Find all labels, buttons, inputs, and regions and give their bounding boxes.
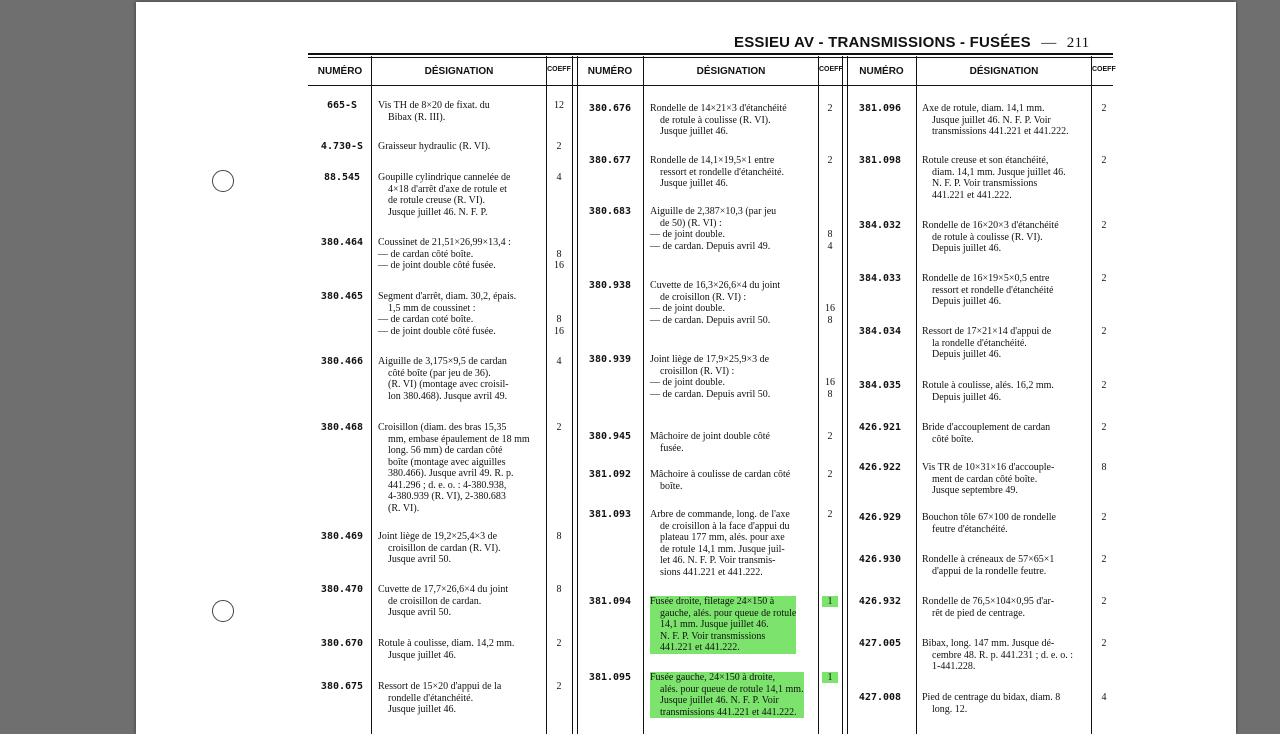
designation-line: ressort et rondelle d'étanchéité. <box>660 166 784 178</box>
part-designation <box>378 584 508 619</box>
designation-line: Jusque juillet 46. N. F. P. Voir <box>650 695 804 707</box>
designation-line: Bouchon tôle 67×100 de rondelle <box>922 512 1056 523</box>
coefficient: 2 <box>1101 326 1107 337</box>
part-designation <box>650 354 770 400</box>
designation-line: long. 12. <box>932 703 968 715</box>
coefficient: 2 <box>1101 554 1107 565</box>
designation-line: Rondelle à créneaux de 57×65×1 <box>922 554 1055 565</box>
part-designation <box>922 638 1073 673</box>
coefficient: 2 <box>827 155 833 166</box>
designation-line: de rotule à coulisse (R. VI). <box>660 114 771 126</box>
part-designation <box>378 100 490 123</box>
part-designation <box>650 509 790 578</box>
designation-line: fusée. <box>660 442 684 454</box>
part-number: 381.092 <box>588 469 632 480</box>
designation-line: transmissions 441.221 et 441.222. <box>932 126 1069 137</box>
designation-line: Depuis juillet 46. <box>932 296 1002 307</box>
designation-line: 441.296 ; d. e. o. : 4-380.938, <box>388 479 507 491</box>
coefficient: 4 <box>556 172 562 183</box>
part-designation <box>650 431 770 454</box>
part-number: 381.093 <box>588 509 632 520</box>
designation-line: Depuis juillet 46. <box>932 349 1002 360</box>
designation-line: Rotule à coulisse, diam. 14,2 mm. <box>378 638 515 649</box>
designation-line: Arbre de commande, long. de l'axe <box>650 509 790 520</box>
designation-line: 4×18 d'arrêt d'axe de rotule et <box>388 183 507 195</box>
designation-line: boîte. <box>660 480 683 492</box>
coefficient: 2 <box>1101 103 1107 114</box>
designation-line: rondelle d'étanchéité. <box>388 692 474 704</box>
part-number: 380.466 <box>320 356 364 367</box>
designation-line: 14,1 mm. Jusque juillet 46. <box>650 619 796 631</box>
designation-line: Bibax, long. 147 mm. Jusque dé- <box>922 638 1055 649</box>
designation-line: côté boîte. <box>932 433 974 445</box>
designation-line: Fusée droite, filetage 24×150 à <box>650 596 796 608</box>
part-number: 665-S <box>326 100 358 111</box>
designation-line: transmissions 441.221 et 441.222. <box>650 707 804 719</box>
designation-line: Bride d'accouplement de cardan <box>922 422 1051 433</box>
part-designation <box>650 280 780 326</box>
part-designation <box>378 172 510 218</box>
designation-line: Rondelle de 14×21×3 d'étanchéité <box>650 103 787 114</box>
part-designation <box>378 638 514 661</box>
page-number: 211 <box>1066 35 1090 51</box>
part-number: 426.930 <box>858 554 902 565</box>
part-number: 380.683 <box>588 206 632 217</box>
part-designation <box>650 155 784 190</box>
part-designation <box>378 141 490 153</box>
document-page <box>136 2 1236 734</box>
part-number: 380.465 <box>320 291 364 302</box>
designation-line: — de cardan. Depuis avril 50. <box>650 388 771 400</box>
header-rule <box>308 85 1113 86</box>
page-header <box>734 34 1089 52</box>
part-number: 380.469 <box>320 531 364 542</box>
designation-line: Goupille cylindrique cannelée de <box>378 172 511 183</box>
part-designation <box>650 672 804 718</box>
designation-line: Jusque juillet 46. N. F. P. Voir <box>932 114 1051 126</box>
top-rule-thin <box>308 57 1113 58</box>
viewer-margin <box>1238 0 1280 734</box>
designation-line: Jusque juillet 46. <box>388 704 457 715</box>
designation-line: Vis TH de 8×20 de fixat. du <box>378 100 490 111</box>
col-header-numero: NUMÉRO <box>587 66 633 77</box>
coefficient: 12 <box>554 100 564 111</box>
designation-line: Axe de rotule, diam. 14,1 mm. <box>922 103 1045 114</box>
header-title: ESSIEU AV - TRANSMISSIONS - FUSÉES <box>734 34 1031 51</box>
coefficient: 2 <box>1101 155 1107 166</box>
designation-line: Jusque avril 50. <box>388 607 452 618</box>
designation-line: — de joint double. <box>650 303 725 314</box>
coefficient: 2 <box>827 431 833 442</box>
designation-line: — de joint double. <box>650 229 725 240</box>
col-header-coeff: COEFF <box>819 66 843 73</box>
coefficient: 16 <box>825 377 835 388</box>
designation-line: 441.221 et 441.222. <box>650 642 796 654</box>
designation-line: Jusque septembre 49. <box>932 485 1018 496</box>
designation-line: Rondelle de 16×19×5×0,5 entre <box>922 273 1050 284</box>
part-number: 426.922 <box>858 462 902 473</box>
designation-line: gauche, alés. pour queue de rotule <box>650 608 796 620</box>
part-designation <box>922 155 1066 201</box>
part-designation <box>922 596 1054 619</box>
designation-line: Aiguille de 2,387×10,3 (par jeu <box>650 206 777 217</box>
designation-line: alés. pour queue de rotule 14,1 mm. <box>650 684 804 696</box>
coefficient: 2 <box>1101 422 1107 433</box>
part-designation <box>922 692 1060 715</box>
part-designation <box>922 512 1056 535</box>
coefficient: 2 <box>556 638 562 649</box>
designation-line: Joint liège de 19,2×25,4×3 de <box>378 531 498 542</box>
designation-line: — de cardan côté boîte. <box>378 248 474 260</box>
part-designation <box>650 469 790 492</box>
designation-line: la rondelle d'étanchéité. <box>932 337 1027 349</box>
part-designation <box>922 554 1054 577</box>
part-number: 381.098 <box>858 155 902 166</box>
coefficient: 8 <box>827 229 833 240</box>
designation-line: — de joint double côté fusée. <box>378 325 496 337</box>
coefficient: 4 <box>827 240 833 252</box>
designation-line: d'appui de la rondelle feutre. <box>932 565 1047 577</box>
coefficient: 2 <box>1101 380 1107 391</box>
designation-line: 4-380.939 (R. VI), 2-380.683 <box>388 491 506 502</box>
designation-line: Vis TR de 10×31×16 d'accouple- <box>922 462 1055 473</box>
part-designation <box>922 326 1051 361</box>
designation-line: de rotule à coulisse (R. VI). <box>932 231 1043 243</box>
part-number: 384.032 <box>858 220 902 231</box>
part-number: 380.675 <box>320 681 364 692</box>
designation-line: long. 56 mm) de cardan côté <box>388 445 503 456</box>
part-designation <box>922 273 1053 308</box>
part-number: 380.677 <box>588 155 632 166</box>
coefficient: 8 <box>1101 462 1107 473</box>
designation-line: — de cardan coté boîte. <box>378 314 474 325</box>
designation-line: mm, embase épaulement de 18 mm <box>388 433 530 445</box>
designation-line: Rondelle de 76,5×104×0,95 d'ar- <box>922 596 1055 607</box>
designation-line: Fusée gauche, 24×150 à droite, <box>650 672 804 684</box>
designation-line: de croisillon de cardan. <box>388 595 482 607</box>
designation-line: de croisillon à la face d'appui du <box>660 520 790 532</box>
part-number: 380.464 <box>320 237 364 248</box>
coefficient: 2 <box>827 103 833 114</box>
designation-line: — de joint double côté fusée. <box>378 260 496 271</box>
punch-hole <box>212 600 234 622</box>
part-designation <box>922 220 1059 255</box>
part-number: 426.921 <box>858 422 902 433</box>
designation-line: Depuis juillet 46. <box>932 243 1002 254</box>
designation-line: — de joint double. <box>650 377 725 388</box>
designation-line: Joint liège de 17,9×25,9×3 de <box>650 354 770 365</box>
designation-line: Ressort de 17×21×14 d'appui de <box>922 326 1052 337</box>
designation-line: N. F. P. Voir transmissions <box>650 631 796 643</box>
part-number: 426.932 <box>858 596 902 607</box>
part-designation <box>378 681 501 716</box>
designation-line: Rotule creuse et son étanchéité, <box>922 155 1049 166</box>
coefficient: 2 <box>1101 638 1107 649</box>
part-number: 380.470 <box>320 584 364 595</box>
designation-line: côté boîte (par jeu de 36). <box>388 367 491 379</box>
designation-line: Rondelle de 16×20×3 d'étanchéité <box>922 220 1059 231</box>
coefficient: 4 <box>556 356 562 367</box>
part-number: 384.035 <box>858 380 902 391</box>
coefficient: 2 <box>556 681 562 692</box>
coefficient: 2 <box>1101 596 1107 607</box>
top-rule <box>308 53 1113 55</box>
designation-line: (R. VI) (montage avec croisil- <box>388 379 509 390</box>
designation-line: croisillon de cardan (R. VI). <box>388 542 501 554</box>
designation-line: cembre 48. R. p. 441.231 ; d. e. o. : <box>932 649 1074 661</box>
part-designation <box>378 531 501 566</box>
coefficient: 16 <box>825 303 835 314</box>
part-number: 381.095 <box>588 672 632 683</box>
coefficient: 8 <box>556 314 562 325</box>
designation-line: rêt de pied de centrage. <box>932 607 1026 619</box>
part-designation <box>650 596 796 654</box>
designation-line: plateau 177 mm, alés. pour axe <box>660 532 785 543</box>
designation-line: Jusque juillet 46. <box>388 649 457 661</box>
designation-line: 380.466). Jusque avril 49. R. p. <box>388 468 514 479</box>
part-designation <box>922 422 1050 445</box>
part-number: 380.938 <box>588 280 632 291</box>
designation-line: feutre d'étanchéité. <box>932 523 1008 535</box>
coefficient: 2 <box>556 422 562 433</box>
designation-line: 1-441.228. <box>932 661 976 672</box>
designation-line: Jusque juillet 46. <box>660 126 729 137</box>
coefficient: 1 <box>822 672 838 683</box>
coefficient: 8 <box>556 248 562 260</box>
designation-line: Mâchoire de joint double côté <box>650 431 770 442</box>
part-designation <box>922 103 1069 138</box>
designation-line: N. F. P. Voir transmissions <box>932 178 1038 189</box>
designation-line: Jusque juillet 46. <box>660 178 729 189</box>
designation-line: — de cardan. Depuis avril 49. <box>650 240 771 252</box>
designation-line: (R. VI). <box>388 502 420 514</box>
designation-line: Mâchoire à coulisse de cardan côté <box>650 469 791 480</box>
coefficient: 2 <box>827 469 833 480</box>
header-dash: — <box>1041 35 1057 51</box>
designation-line: sions 441.221 et 441.222. <box>660 566 763 578</box>
designation-line: ment de cardan côté boîte. <box>932 473 1038 485</box>
designation-line: Ressort de 15×20 d'appui de la <box>378 681 502 692</box>
designation-line: croisillon (R. VI) : <box>660 365 735 377</box>
designation-line: Segment d'arrêt, diam. 30,2, épais. <box>378 291 517 302</box>
part-number: 380.945 <box>588 431 632 442</box>
part-designation <box>922 380 1054 403</box>
part-number: 426.929 <box>858 512 902 523</box>
coefficient: 2 <box>556 141 562 152</box>
coefficient: 16 <box>554 260 564 271</box>
designation-line: lon 380.468). Jusque avril 49. <box>388 390 508 402</box>
designation-line: boîte (montage avec aiguilles <box>388 456 506 468</box>
designation-line: Graisseur hydraulic (R. VI). <box>378 141 491 152</box>
designation-line: Cuvette de 17,7×26,6×4 du joint <box>378 584 509 595</box>
designation-line: de rotule 14,1 mm. Jusque juil- <box>660 543 785 555</box>
part-designation <box>378 237 511 272</box>
designation-line: Bibax (R. III). <box>388 111 446 123</box>
punch-hole <box>212 170 234 192</box>
col-header-designation: DÉSIGNATION <box>424 66 494 77</box>
designation-line: Croisillon (diam. des bras 15,35 <box>378 422 507 433</box>
designation-line: Pied de centrage du bidax, diam. 8 <box>922 692 1061 703</box>
part-number: 381.096 <box>858 103 902 114</box>
designation-line: Jusque juillet 46. N. F. P. <box>388 206 488 218</box>
part-designation <box>378 422 530 514</box>
designation-line: de 50) (R. VI) : <box>660 217 722 229</box>
coefficient: 4 <box>1101 692 1107 703</box>
designation-line: Depuis juillet 46. <box>932 391 1002 403</box>
coefficient: 2 <box>827 509 833 520</box>
designation-line: — de cardan. Depuis avril 50. <box>650 314 771 326</box>
coefficient: 8 <box>827 314 833 326</box>
coefficient: 1 <box>822 596 838 607</box>
part-number: 381.094 <box>588 596 632 607</box>
coefficient: 8 <box>827 388 833 400</box>
designation-line: diam. 14,1 mm. Jusque juillet 46. <box>932 166 1066 178</box>
col-header-designation: DÉSIGNATION <box>696 66 766 77</box>
designation-line: 1,5 mm de coussinet : <box>388 302 476 314</box>
part-number: 427.005 <box>858 638 902 649</box>
designation-line: de rotule creuse (R. VI). <box>388 195 486 206</box>
part-designation <box>650 103 787 138</box>
part-number: 88.545 <box>323 172 361 183</box>
part-number: 380.676 <box>588 103 632 114</box>
col-header-numero: NUMÉRO <box>317 66 363 77</box>
part-number: 380.939 <box>588 354 632 365</box>
designation-line: 441.221 et 441.222. <box>932 189 1012 201</box>
part-number: 380.670 <box>320 638 364 649</box>
part-designation <box>378 356 509 402</box>
coefficient: 2 <box>1101 512 1107 523</box>
part-designation <box>378 291 516 337</box>
part-number: 380.468 <box>320 422 364 433</box>
designation-line: Rondelle de 14,1×19,5×1 entre <box>650 155 775 166</box>
part-number: 4.730-S <box>320 141 364 152</box>
part-designation <box>922 462 1054 497</box>
designation-line: Coussinet de 21,51×26,99×13,4 : <box>378 237 511 248</box>
designation-line: Jusque avril 50. <box>388 554 452 565</box>
designation-line: Aiguille de 3,175×9,5 de cardan <box>378 356 507 367</box>
col-header-coeff: COEFF <box>547 66 571 73</box>
col-header-designation: DÉSIGNATION <box>969 66 1039 77</box>
part-designation <box>650 206 776 252</box>
part-number: 384.033 <box>858 273 902 284</box>
part-number: 427.008 <box>858 692 902 703</box>
designation-line: let 46. N. F. P. Voir transmis- <box>660 555 776 566</box>
coefficient: 2 <box>1101 273 1107 284</box>
designation-line: de croisillon (R. VI) : <box>660 291 747 303</box>
col-header-coeff: COEFF <box>1092 66 1116 73</box>
coefficient: 2 <box>1101 220 1107 231</box>
coefficient: 16 <box>554 325 564 337</box>
designation-line: Cuvette de 16,3×26,6×4 du joint <box>650 280 781 291</box>
part-number: 384.034 <box>858 326 902 337</box>
col-header-numero: NUMÉRO <box>859 66 904 77</box>
designation-line: ressort et rondelle d'étanchéité <box>932 284 1054 296</box>
designation-line: Rotule à coulisse, alés. 16,2 mm. <box>922 380 1054 391</box>
coefficient: 8 <box>556 584 562 595</box>
coefficient: 8 <box>556 531 562 542</box>
